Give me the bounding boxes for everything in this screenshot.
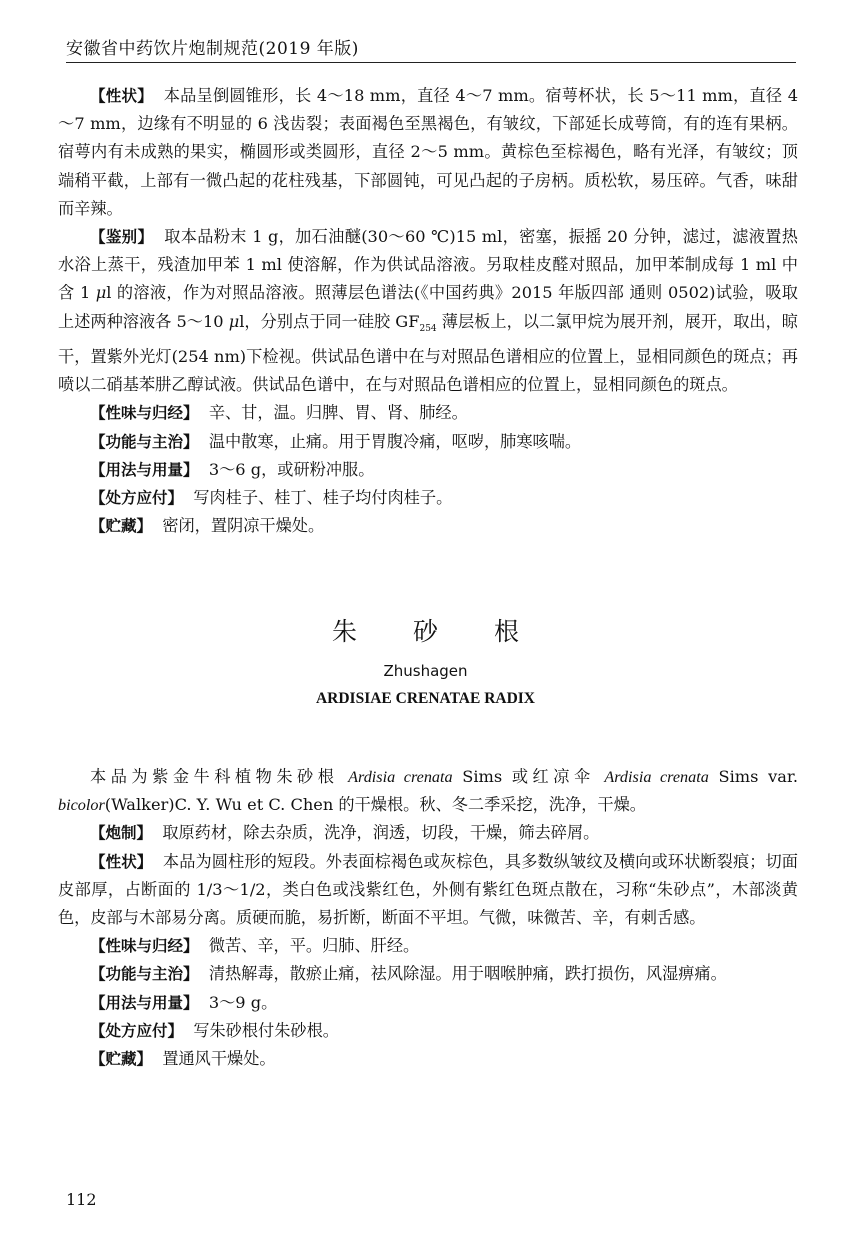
description-paragraph bbox=[58, 82, 798, 223]
function-text: 温中散寒，止痛。用于胃腹冷痛，呕哕，肺寒咳喘。 bbox=[208, 431, 582, 451]
variety-name: bicolor bbox=[58, 796, 105, 815]
dosage-paragraph bbox=[58, 989, 798, 1017]
running-header: 安徽省中药饮片炮制规范(2019 年版) bbox=[66, 39, 359, 59]
dosage-text: 3～6 g，或研粉冲服。 bbox=[208, 459, 375, 479]
description-text: 本品为圆柱形的短段。外表面棕褐色或灰棕色，具多数纵皱纹及横向或环状断裂痕；切面皮部厚，占断面的 1/3～1/2，类白色或浅紫红色，外侧有紫红色斑点散在，习称“朱砂点”，木部淡黄色，皮部与木部易分离。质硬而脆，易折断，断面不平坦。气微，味微苦、辛，有刺舌感。 bbox=[58, 851, 798, 928]
storage-label: 【贮藏】 bbox=[90, 517, 153, 536]
dosage-paragraph bbox=[58, 456, 798, 484]
species-name: Ardisia crenata bbox=[348, 768, 453, 786]
prescription-label: 【处方应付】 bbox=[90, 489, 184, 508]
property-text: 微苦、辛，平。归肺、肝经。 bbox=[208, 936, 420, 956]
source-text-4: (Walker)C. Y. Wu et C. Chen 的干燥根。秋、冬二季采挖，洗净，干燥。 bbox=[104, 795, 646, 815]
pinyin-name: Zhushagen bbox=[383, 662, 468, 680]
identification-text-3: l，分别点于同一硅胶 GF bbox=[239, 311, 420, 331]
species-name: Ardisia crenata bbox=[604, 768, 709, 786]
storage-paragraph bbox=[58, 512, 798, 540]
processing-paragraph bbox=[58, 819, 798, 847]
page-number: 112 bbox=[66, 1190, 97, 1209]
micro-symbol: μ bbox=[95, 283, 107, 303]
storage-text: 密闭，置阴凉干燥处。 bbox=[162, 516, 325, 536]
previous-monograph-tail bbox=[58, 82, 798, 540]
subscript: 254 bbox=[419, 323, 437, 334]
prescription-paragraph bbox=[58, 484, 798, 512]
dosage-text: 3～9 g。 bbox=[208, 992, 278, 1012]
monograph-title: 朱 砂 根 bbox=[332, 617, 543, 646]
function-text: 清热解毒，散瘀止痛，祛风除湿。用于咽喉肿痛，跌打损伤，风湿痹痛。 bbox=[208, 964, 727, 984]
source-paragraph bbox=[58, 763, 798, 819]
source-text-3: Sims var. bbox=[708, 767, 798, 786]
prescription-paragraph bbox=[58, 1017, 798, 1045]
property-label: 【性味与归经】 bbox=[90, 404, 199, 423]
property-text: 辛、甘，温。归脾、胃、肾、肺经。 bbox=[208, 403, 468, 423]
property-label: 【性味与归经】 bbox=[90, 937, 199, 956]
description-label: 【性状】 bbox=[90, 87, 153, 105]
dosage-label: 【用法与用量】 bbox=[90, 460, 199, 479]
prescription-label: 【处方应付】 bbox=[90, 1021, 184, 1040]
storage-label: 【贮藏】 bbox=[90, 1050, 153, 1069]
header-divider bbox=[66, 62, 796, 63]
property-paragraph bbox=[58, 399, 798, 427]
identification-text-4: 薄层板上，以二氯甲烷为展开剂，展开，取出，晾干，置紫外光灯(254 nm)下检视。供试品色谱中在与对照品色谱相应的位置上，显相同颜色的斑点；再喷以二硝基苯肼乙醇试液。供试品色谱中，在与对照品色谱相应的位置上，显相同颜色的斑点。 bbox=[58, 311, 798, 395]
identification-text-2: l 的溶液，作为对照品溶液。照薄层色谱法(《中国药典》2015 年版四部 通则 0502)试验，吸取上述两种溶液各 5～10 bbox=[58, 283, 798, 331]
latin-name: ARDISIAE CRENATAE RADIX bbox=[315, 690, 536, 707]
prescription-text: 写肉桂子、桂丁、桂子均付肉桂子。 bbox=[193, 488, 453, 508]
source-text-1: 本品为紫金牛科植物朱砂根 bbox=[90, 767, 349, 786]
function-label: 【功能与主治】 bbox=[90, 432, 199, 451]
processing-text: 取原药材，除去杂质，洗净，润透，切段，干燥，筛去碎屑。 bbox=[162, 823, 600, 843]
function-paragraph bbox=[58, 428, 798, 456]
dosage-label: 【用法与用量】 bbox=[90, 993, 199, 1012]
function-label: 【功能与主治】 bbox=[90, 965, 199, 984]
identification-paragraph bbox=[58, 223, 798, 399]
function-paragraph bbox=[58, 960, 798, 988]
description-text: 本品呈倒圆锥形，长 4～18 mm，直径 4～7 mm。宿萼杯状，长 5～11 mm，直径 4～7 mm，边缘有不明显的 6 浅齿裂；表面褐色至黑褐色，有皱纹，下部延长成萼筒，有的连有果柄。宿萼内有未成熟的果实，椭圆形或类圆形，直径 2～5 mm。黄棕色至棕褐色，略有光泽，有皱纹；顶端稍平截，上部有一微凸起的花柱残基，下部圆钝，可见凸起的子房柄。质松软，易压碎。气香，味甜而辛辣。 bbox=[58, 86, 798, 218]
monograph-body bbox=[58, 763, 798, 1073]
property-paragraph bbox=[58, 932, 798, 960]
processing-label: 【炮制】 bbox=[90, 824, 153, 843]
description-paragraph bbox=[58, 848, 798, 933]
storage-text: 置通风干燥处。 bbox=[162, 1049, 276, 1069]
source-text-2: Sims 或红凉伞 bbox=[452, 767, 605, 786]
micro-symbol: μ bbox=[228, 311, 240, 331]
storage-paragraph bbox=[58, 1045, 798, 1073]
description-label: 【性状】 bbox=[90, 852, 153, 871]
identification-label: 【鉴别】 bbox=[90, 228, 154, 247]
identification-text-1: 取本品粉末 1 g，加石油醚(30～60 ℃)15 ml，密塞，振摇 20 分钟，滤过，滤液置热水浴上蒸干，残渣加甲苯 1 ml 使溶解，作为供试品溶液。另取桂皮醛对照品，加甲苯制成每 1 ml 中含 1 bbox=[58, 227, 798, 303]
prescription-text: 写朱砂根付朱砂根。 bbox=[193, 1020, 339, 1040]
